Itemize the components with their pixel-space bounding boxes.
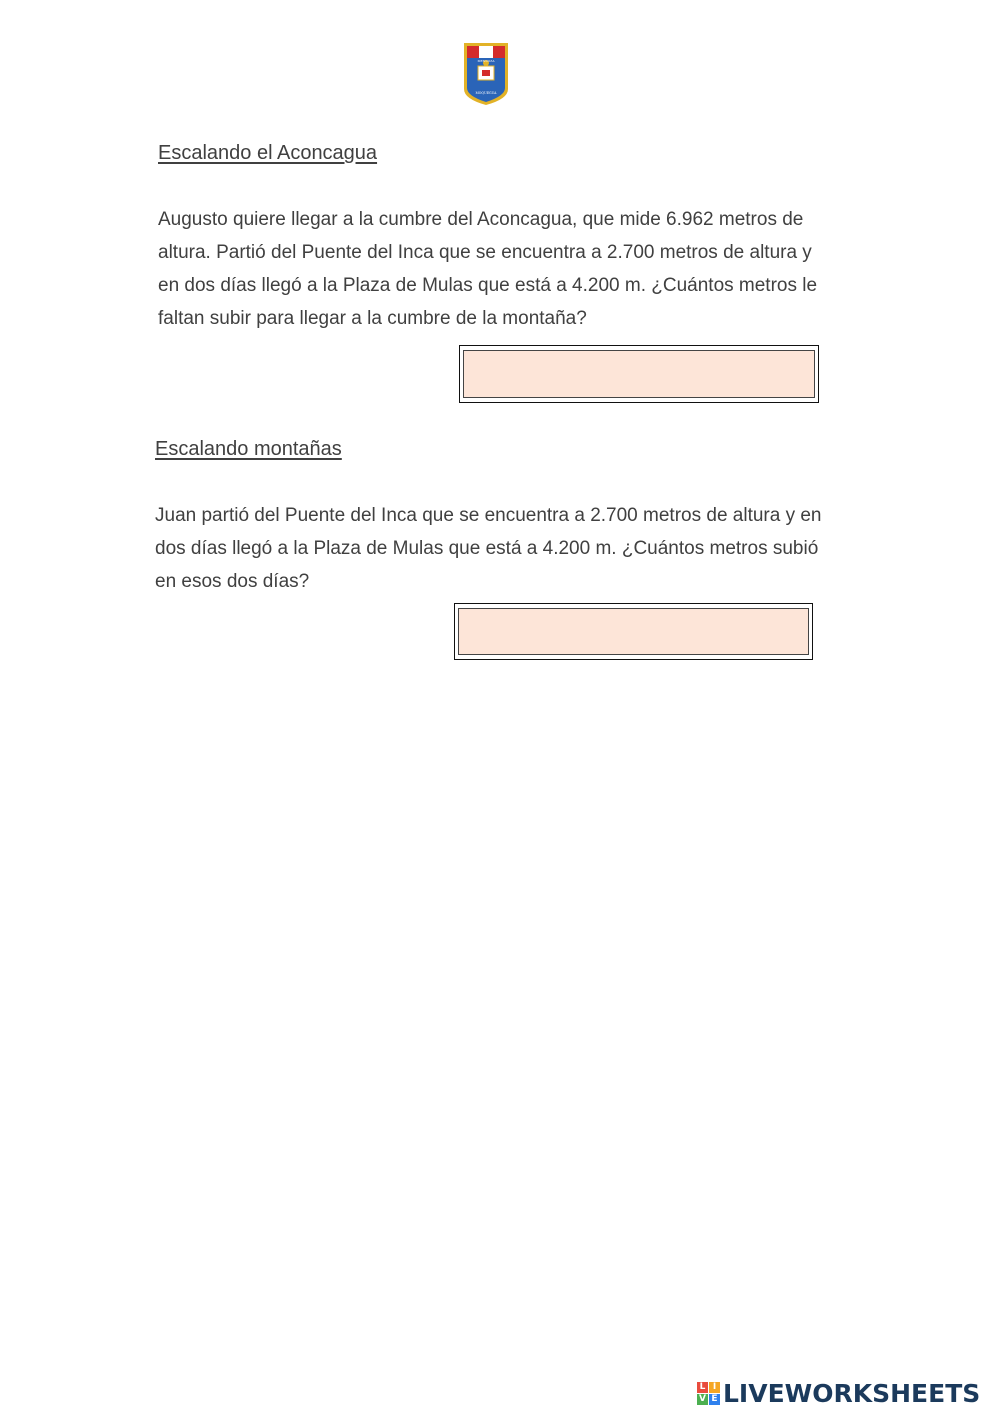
- answer-box-1: [459, 345, 819, 403]
- answer-box-2: [454, 603, 813, 660]
- question-line: dos días llegó a la Plaza de Mulas que está a 4.200 m. ¿Cuántos metros subió: [155, 538, 819, 559]
- live-tile: V: [697, 1394, 708, 1405]
- exercise-2-title: Escalando montañas: [155, 438, 342, 460]
- question-line: Augusto quiere llegar a la cumbre del Aconcagua, que mide 6.962 metros de: [158, 209, 804, 230]
- brand-name: LIVEWORKSHEETS: [723, 1378, 981, 1408]
- svg-text:MENDOZA: MENDOZA: [477, 59, 495, 63]
- question-line: en esos dos días?: [155, 571, 310, 592]
- question-line: faltan subir para llegar a la cumbre de la montaña?: [158, 308, 587, 329]
- live-tile: I: [709, 1382, 720, 1393]
- question-line: altura. Partió del Puente del Inca que se encuentra a 2.700 metros de altura y: [158, 242, 812, 263]
- question-line: en dos días llegó a la Plaza de Mulas que está a 4.200 m. ¿Cuántos metros le: [158, 275, 818, 296]
- live-tile: L: [697, 1382, 708, 1393]
- answer-input-1[interactable]: [463, 350, 815, 398]
- exercise-1-question: [158, 203, 848, 335]
- liveworksheets-logo: [697, 1378, 980, 1408]
- live-tile: E: [709, 1394, 720, 1405]
- svg-text:MOQUEGUA: MOQUEGUA: [475, 91, 497, 95]
- school-crest-icon: [461, 39, 511, 107]
- question-line: Juan partió del Puente del Inca que se encuentra a 2.700 metros de altura y en: [155, 505, 822, 526]
- answer-input-2[interactable]: [458, 608, 809, 655]
- exercise-2-question: [155, 499, 845, 598]
- live-tiles-icon: [697, 1382, 720, 1405]
- exercise-1-title: Escalando el Aconcagua: [158, 142, 378, 164]
